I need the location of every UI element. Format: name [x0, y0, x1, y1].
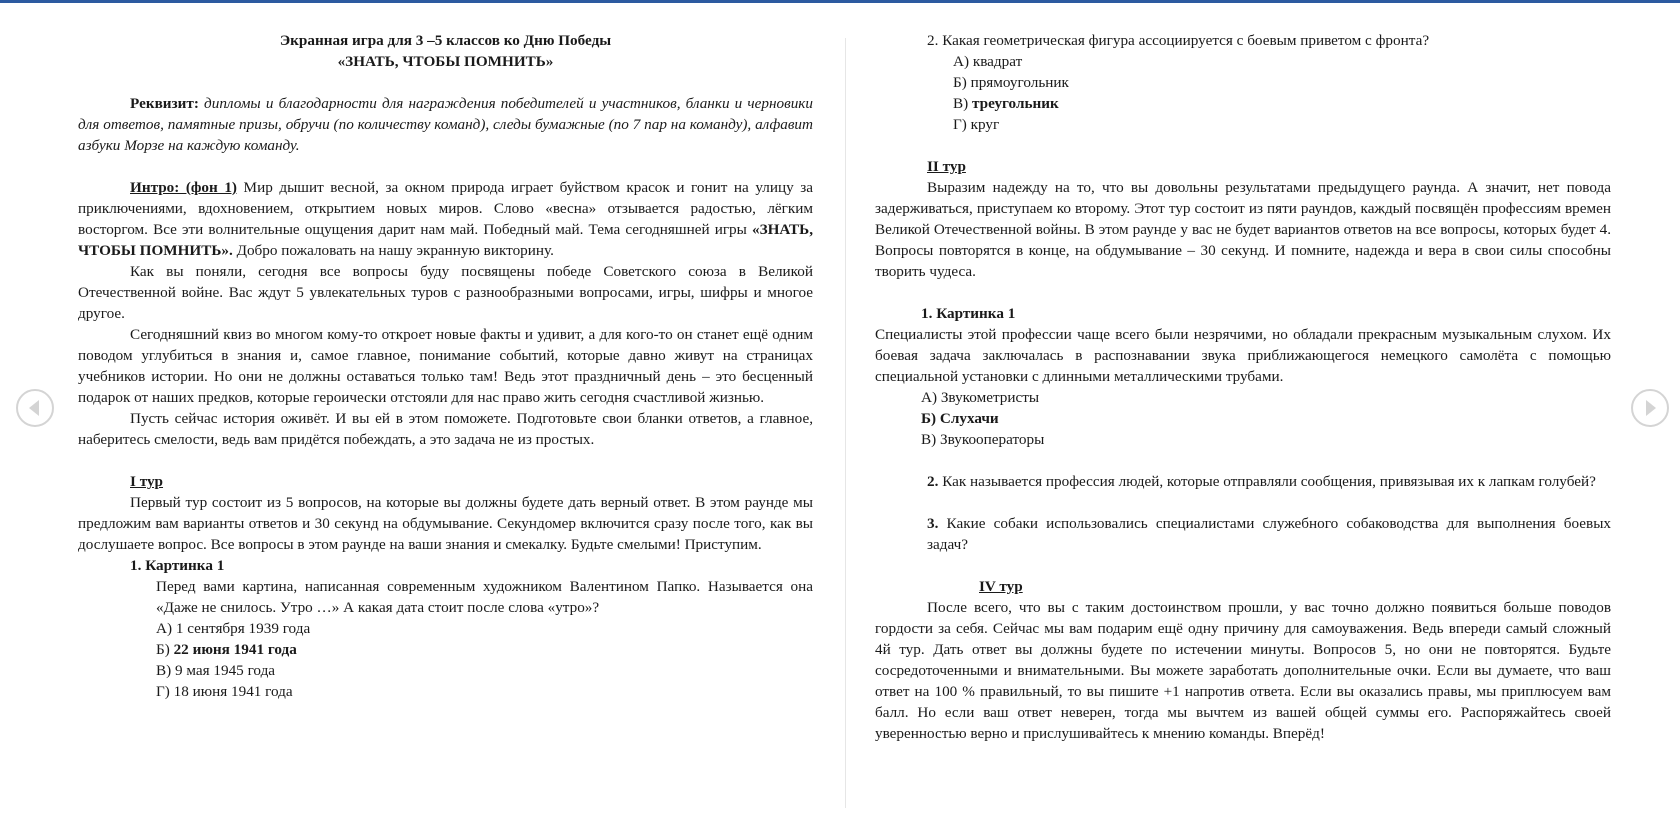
question-1-option-d: Г) 18 июня 1941 года: [156, 683, 293, 700]
chevron-left-icon: [18, 391, 52, 425]
intro-label: Интро: (фон 1): [130, 179, 237, 196]
intro-paragraph-4: Пусть сейчас история оживёт. И вы ей в этом поможете. Подготовьте свои бланки ответов, а главное, наберитесь смелости, ведь вам придётся побеждать, а это задача не из простых.: [78, 410, 813, 448]
tour-4-text: После всего, что вы с таким достоинством прошли, у вас точно должно появиться больше поводов гордости за себя. Сейчас мы вам подарим ещё одну причину для самоуважения. Ведь впереди самый сложный 4й тур. Дать ответ вы должны будете по истечении минуты. Вопросов 5, но они не повторятся. Будьте сосредоточенными и внимательными. Вы можете заработать дополнительные очки. Если вы думаете, что ваш ответ на 100 % правильный, то вы пишите +1 напротив ответа. Если вы оказались правы, мы приплюсуем вам балл. Но если ваш ответ неверен, тогда мы вычтем из вашей общей суммы его. Распоряжайтесь своей уверенностью верно и прислушивайтесь к мнению команды. Вперёд!: [875, 599, 1611, 742]
window-top-bar: [0, 0, 1680, 3]
doc-title: Экранная игра для 3 –5 классов ко Дню Победы: [279, 32, 612, 49]
question-dogs: 3. Какие собаки использовались специалистами служебного собаководства для выполнения боевых задач?: [927, 515, 1611, 553]
chevron-right-icon: [1633, 391, 1667, 425]
intro-paragraph-3: Сегодняшний квиз во многом кому-то откроет новые факты и удивит, а для кого-то он станет ещё одним поводом углубиться в знания и, самое главное, понимание событий, которые давно живут на страницах учебников истории. Но они не должны оставаться только там! Ведь этот праздничный день – это бесценный подарок от наших предков, которые героически отстояли для нас право жить сегодня счастливой жизнью.: [78, 326, 813, 406]
left-page: [78, 30, 813, 702]
question-1-option-a: А) 1 сентября 1939 года: [156, 620, 311, 637]
question-2-answer: треугольник: [971, 95, 1059, 112]
requisites-text: дипломы и благодарности для награждения победителей и участников, бланки и черновики для ответов, памятные призы, обручи (по количеству команд), следы бумажные (по 7 пар на команду), алфавит азбуки Морзе на каждую команду.: [78, 95, 813, 154]
requisites-paragraph: [78, 93, 813, 156]
tour-2-text: Выразим надежду на то, что вы довольны результатами предыдущего раунда. А значит, нет повода задерживаться, приступаем ко второму. Этот тур состоит из пяти раундов, каждый посвящён профессиям времен Великой Отечественной войны. В этом раунде у вас не будет вариантов ответов на все вопросы, которых будет 4. Вопросы повторятся в конце, на обдумывание – 30 секунд. И помните, надежда и вера в свои силы способны творить чудеса.: [875, 179, 1611, 280]
intro-paragraph-2: Как вы поняли, сегодня все вопросы буду посвящены победе Советского союза в Великой Отечественной войне. Вас ждут 5 увлекательных туров с разнообразными вопросами, игры, шифры и многое другое.: [78, 263, 813, 322]
tour-1-heading: I тур: [130, 473, 164, 490]
requisites-label: Реквизит:: [130, 95, 199, 112]
tour-4-heading: IV тур: [979, 578, 1023, 595]
question-pigeons: 2. Как называется профессия людей, которые отправляли сообщения, привязывая их к лапкам голубей?: [927, 473, 1596, 490]
question-2-text: 2. Какая геометрическая фигура ассоциируется с боевым приветом с фронта?: [927, 32, 1430, 49]
question-1-answer: 22 июня 1941 года: [173, 641, 297, 658]
question-1-heading: 1. Картинка 1: [130, 557, 225, 574]
question-2-option-c: В) треугольник: [953, 95, 1059, 112]
picture-1-option-c: В) Звукооператоры: [921, 431, 1045, 448]
question-1-option-b: Б) 22 июня 1941 года: [156, 641, 297, 658]
picture-1-text: Специалисты этой профессии чаще всего были незрячими, но обладали прекрасным музыкальным слухом. Их боевая задача заключалась в распознавании звука приближающегося немецкого самолёта с помощью специальной установки с длинными металлическими трубами.: [875, 326, 1611, 385]
intro-text-2: Добро пожаловать на нашу экранную викторину.: [232, 242, 554, 259]
question-2-option-a: А) квадрат: [953, 53, 1023, 70]
page-divider: [845, 38, 846, 808]
right-page: [875, 30, 1611, 744]
intro-game-name: «ЗНАТЬ, ЧТОБЫ ПОМНИТЬ».: [78, 221, 813, 259]
question-2-option-d: Г) круг: [953, 116, 1000, 133]
tour-1-text: Первый тур состоит из 5 вопросов, на которые вы должны будете дать верный ответ. В этом раунде мы предложим вам варианты ответов и 30 секунд на обдумывание. Секундомер включится сразу после того, как вы дослушаете вопрос. Все вопросы в этом раунде на ваши знания и смекалку. Будьте смелыми! Приступим.: [78, 494, 813, 553]
doc-subtitle: «ЗНАТЬ, ЧТОБЫ ПОМНИТЬ»: [337, 53, 554, 70]
previous-page-button[interactable]: [16, 389, 54, 427]
question-1-option-c: В) 9 мая 1945 года: [156, 662, 276, 679]
question-1-text: Перед вами картина, написанная современным художником Валентином Папко. Называется она «Даже не снилось. Утро …» А какая дата стоит после слова «утро»?: [156, 578, 813, 616]
intro-text-1: Мир дышит весной, за окном природа играет буйством красок и гонит на улицу за приключениями, вдохновением, открытием новых миров. Слово «весна» отзывается радостью, лёгким восторгом. Все эти волнительные ощущения дарит нам май. Победный май. Тема сегодняшней игры: [78, 179, 814, 238]
picture-1-heading: 1. Картинка 1: [921, 305, 1016, 322]
picture-1-option-b: Б) Слухачи: [921, 410, 999, 427]
picture-1-option-a: А) Звукометристы: [921, 389, 1040, 406]
question-2-option-b: Б) прямоугольник: [953, 74, 1069, 91]
tour-2-heading: II тур: [927, 158, 966, 175]
next-page-button[interactable]: [1631, 389, 1669, 427]
intro-paragraph: [78, 177, 813, 261]
